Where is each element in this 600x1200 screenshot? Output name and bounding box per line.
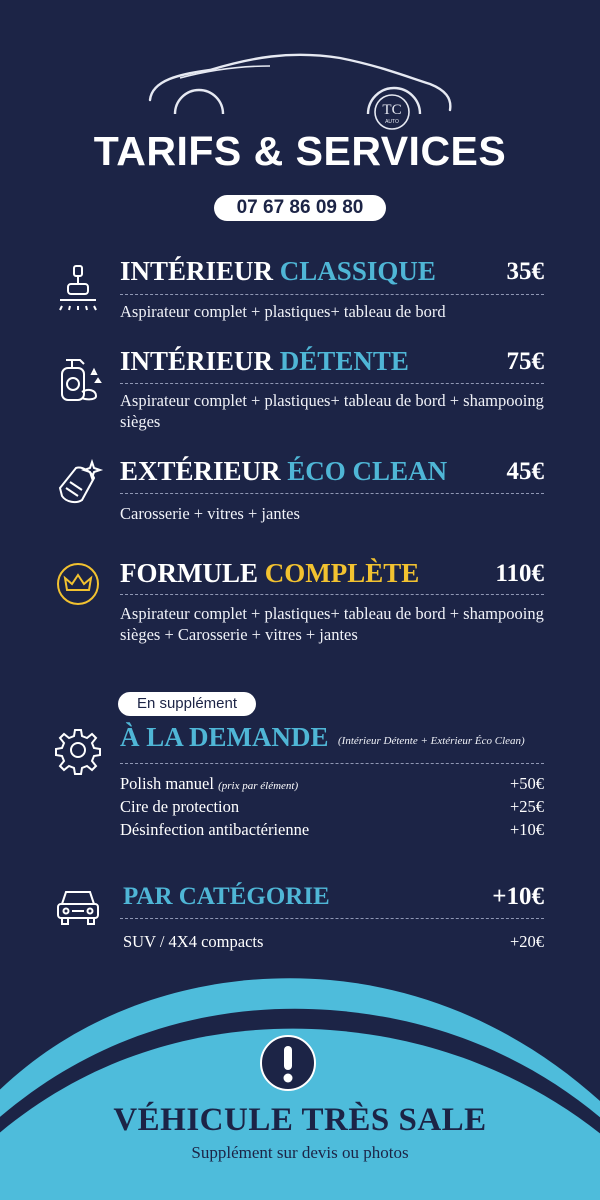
service-desc-detente: Aspirateur complet + plastiques+ tableau de bord + shampooing sièges bbox=[120, 391, 544, 431]
logo-text: TC bbox=[382, 102, 402, 118]
service-title-complete: FORMULE COMPLÈTE bbox=[120, 558, 420, 588]
category-title: PAR CATÉGORIE bbox=[123, 883, 330, 910]
service-desc-classique: Aspirateur complet + plastiques+ tableau de bord bbox=[120, 302, 446, 321]
car-icon bbox=[52, 880, 104, 932]
service-title-eco-clean: EXTÉRIEUR ÉCO CLEAN bbox=[120, 456, 448, 486]
service-desc-eco-clean: Carosserie + vitres + jantes bbox=[120, 504, 300, 523]
phone-number[interactable]: 07 67 86 09 80 bbox=[214, 195, 386, 221]
vacuum-icon bbox=[52, 262, 104, 314]
divider bbox=[120, 763, 544, 764]
spray-bottle-icon bbox=[52, 352, 104, 404]
footer-title: VÉHICULE TRÈS SALE bbox=[113, 1102, 487, 1138]
footer-subtitle: Supplément sur devis ou photos bbox=[191, 1143, 409, 1162]
category-label: SUV / 4X4 compacts bbox=[123, 932, 264, 951]
divider bbox=[120, 294, 544, 295]
service-title-classique: INTÉRIEUR CLASSIQUE bbox=[120, 256, 436, 286]
divider bbox=[120, 594, 544, 595]
option-label: Polish manuel bbox=[120, 774, 214, 793]
logo-subtext: AUTO bbox=[385, 119, 399, 125]
service-desc-complete: Aspirateur complet + plastiques+ tableau de bord + shampooing sièges + Carosserie + vitres + jantes bbox=[120, 604, 544, 644]
service-price-complete: 110€ bbox=[495, 560, 544, 587]
cleaning-hand-icon bbox=[52, 458, 104, 510]
option-note: (prix par élément) bbox=[218, 780, 299, 792]
option-price: +10€ bbox=[509, 820, 544, 839]
exclamation-icon bbox=[259, 1034, 317, 1092]
divider bbox=[120, 493, 544, 494]
category-item-price: +20€ bbox=[509, 932, 544, 951]
option-label: Cire de protection bbox=[120, 797, 240, 816]
option-row bbox=[120, 774, 544, 797]
option-price: +25€ bbox=[509, 797, 544, 816]
crown-icon bbox=[52, 558, 104, 610]
page-title: TARIFS & SERVICES bbox=[93, 128, 507, 174]
divider bbox=[120, 918, 544, 919]
category-price: +10€ bbox=[492, 883, 544, 910]
divider bbox=[120, 383, 544, 384]
option-row bbox=[120, 820, 544, 843]
option-label: Désinfection antibactérienne bbox=[120, 820, 310, 839]
supplement-badge: En supplément bbox=[118, 692, 256, 716]
category-row bbox=[123, 932, 544, 955]
supplement-note: (Intérieur Détente + Extérieur Éco Clean) bbox=[338, 735, 525, 747]
option-row bbox=[120, 797, 544, 820]
car-logo bbox=[140, 40, 460, 130]
option-price: +50€ bbox=[509, 774, 544, 793]
service-price-classique: 35€ bbox=[506, 258, 544, 285]
gear-icon bbox=[52, 724, 104, 776]
service-price-detente: 75€ bbox=[506, 348, 544, 375]
supplement-title: À LA DEMANDE bbox=[120, 722, 329, 752]
service-title-detente: INTÉRIEUR DÉTENTE bbox=[120, 346, 409, 376]
service-price-eco-clean: 45€ bbox=[506, 458, 544, 485]
